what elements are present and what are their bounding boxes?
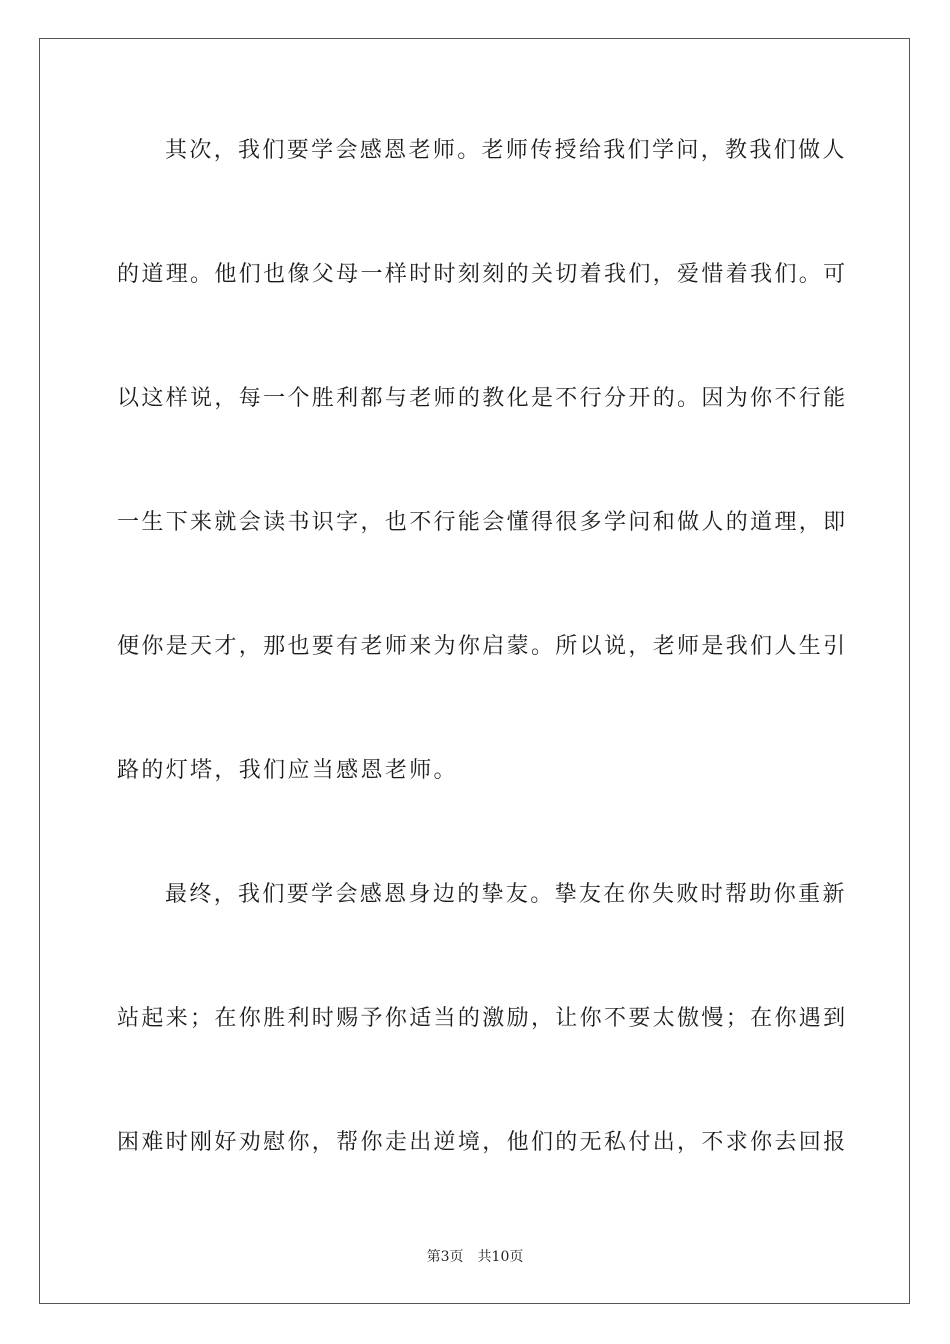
- paragraph-friend-line-3: 困难时刚好劝慰你，帮你走出逆境，他们的无私付出，不求你去回报: [117, 1130, 848, 1155]
- page-total: 共10页: [477, 1249, 524, 1265]
- paragraph-friend-line-2: 站起来；在你胜利时赐予你适当的激励，让你不要太傲慢；在你遇到: [117, 1006, 848, 1031]
- page-number: 第3页: [426, 1249, 464, 1265]
- paragraph-teacher-line-2: 的道理。他们也像父母一样时时刻刻的关切着我们，爱惜着我们。可: [117, 262, 848, 287]
- page-border: [39, 38, 910, 1304]
- paragraph-teacher-line-6: 路的灯塔，我们应当感恩老师。: [117, 758, 458, 783]
- paragraph-teacher-line-5: 便你是天才，那也要有老师来为你启蒙。所以说，老师是我们人生引: [117, 634, 848, 659]
- paragraph-teacher-line-1: 其次，我们要学会感恩老师。老师传授给我们学问，教我们做人: [165, 138, 847, 163]
- paragraph-teacher-line-4: 一生下来就会读书识字，也不行能会懂得很多学问和做人的道理，即: [117, 510, 848, 535]
- paragraph-friend-line-1: 最终，我们要学会感恩身边的挚友。挚友在你失败时帮助你重新: [165, 882, 847, 907]
- page-footer: [0, 1248, 950, 1266]
- paragraph-teacher-line-3: 以这样说，每一个胜利都与老师的教化是不行分开的。因为你不行能: [117, 386, 848, 411]
